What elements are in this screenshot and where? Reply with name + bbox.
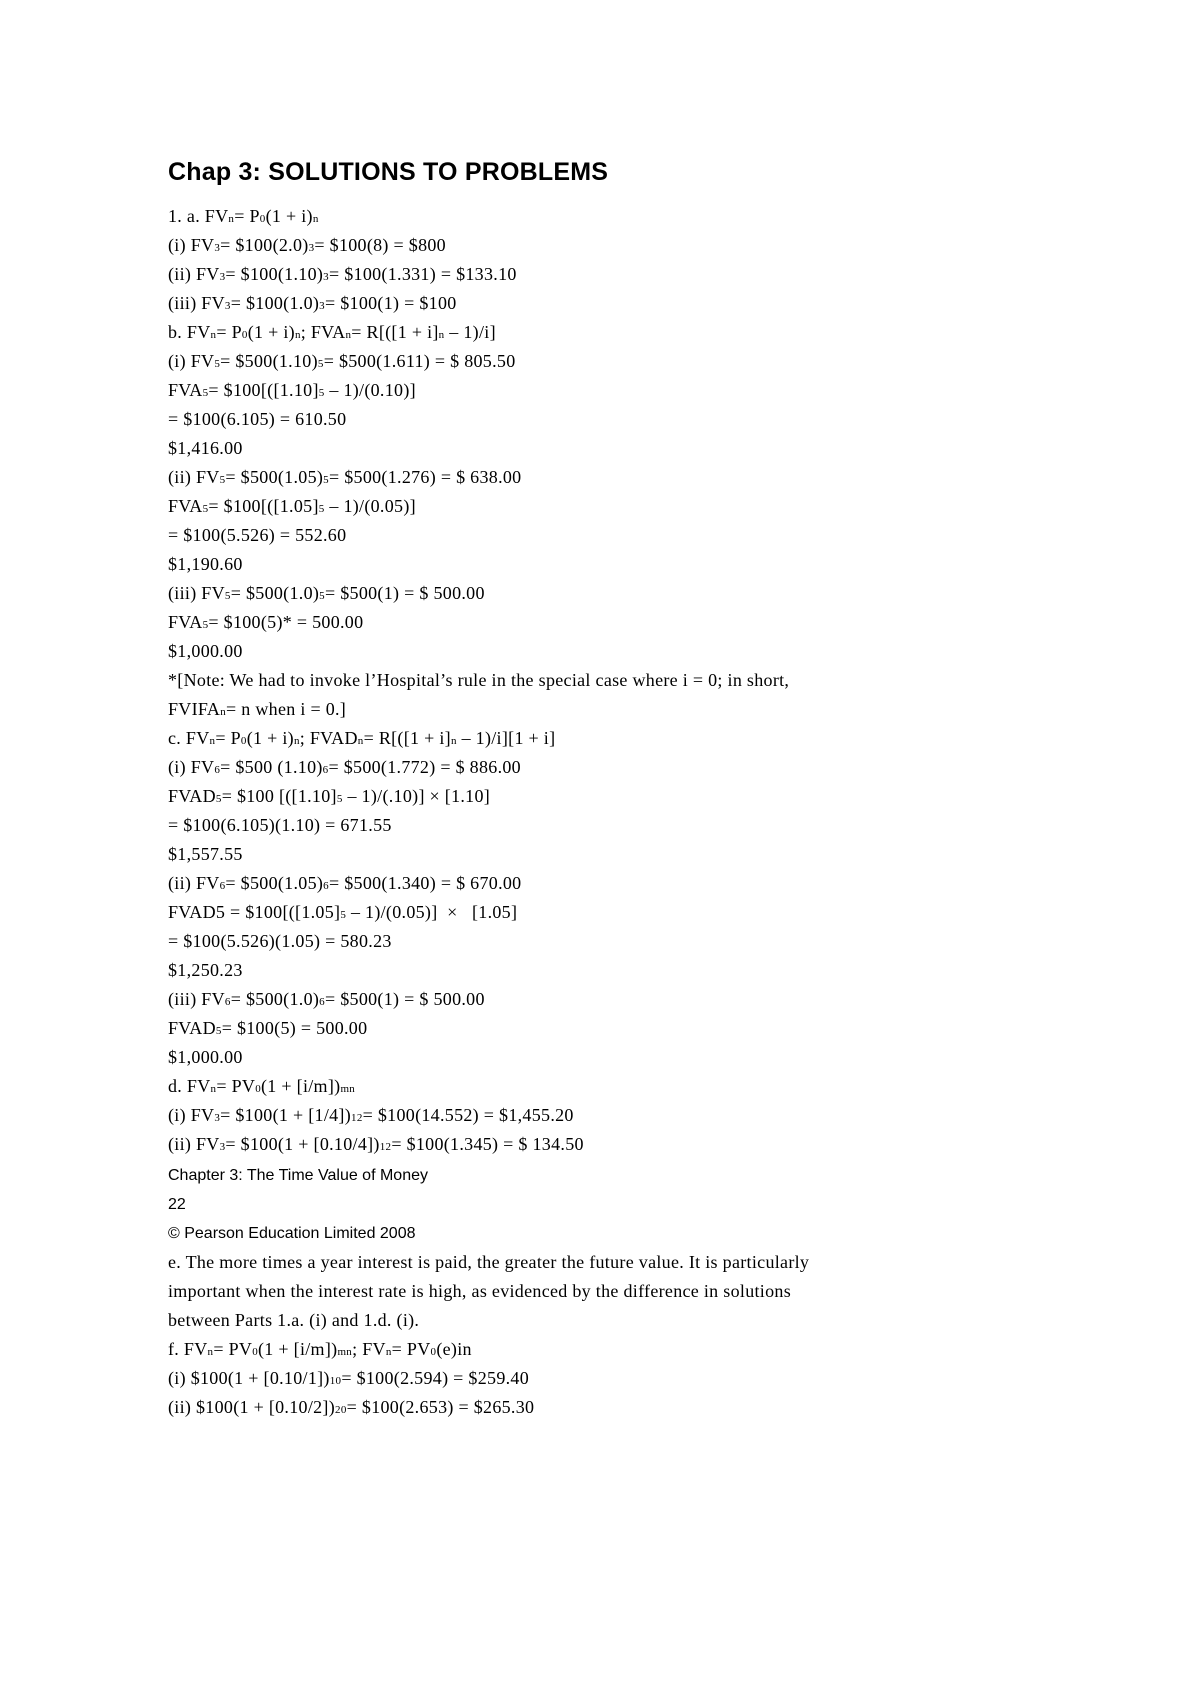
text-segment: = $100(8) = $800: [314, 235, 446, 255]
text-segment: = $500(1.10): [220, 351, 318, 371]
text-segment: = $100(5) = 500.00: [221, 1018, 368, 1038]
text-segment: (1 + [i/m]): [261, 1076, 341, 1096]
subscript: 10: [329, 1375, 342, 1387]
text-segment: (1 + [i/m]): [258, 1339, 338, 1359]
page-title: Chap 3: SOLUTIONS TO PROBLEMS: [168, 158, 609, 186]
equation-line: [168, 898, 789, 927]
subscript: 3: [323, 271, 329, 283]
subscript: 5: [340, 909, 347, 921]
equation-line: [168, 1130, 789, 1159]
text-segment: = PV: [213, 1339, 253, 1359]
subscript: 3: [214, 1112, 221, 1124]
equation-line: [168, 579, 789, 608]
text-segment: = $500(1.05): [225, 467, 324, 487]
text-segment: (ii) $100(1 + [0.10/2]): [168, 1397, 336, 1417]
text-segment: = $100(14.552) = $1,455.20: [362, 1105, 574, 1125]
equation-line: [168, 1043, 789, 1072]
equation-line: [168, 1364, 809, 1393]
subscript: 5: [317, 358, 324, 370]
text-segment: $1,416.00: [168, 438, 243, 458]
page-footer: [168, 1161, 428, 1248]
text-segment: f. FV: [168, 1339, 208, 1359]
text-segment: – 1)/(.10)] × [1.10]: [342, 786, 491, 806]
text-segment: = n when i = 0.]: [226, 699, 347, 719]
text-segment: FVA: [168, 612, 203, 632]
subscript: 5: [202, 619, 209, 631]
text-segment: 1. a. FV: [168, 206, 229, 226]
equation-line: [168, 550, 789, 579]
text-segment: = $500(1.340) = $ 670.00: [328, 873, 522, 893]
subscript: n: [385, 1346, 392, 1358]
equation-line: [168, 434, 789, 463]
text-segment: = $100(5.526)(1.05) = 580.23: [168, 931, 392, 951]
text-segment: = R[([1 + i]: [351, 322, 439, 342]
text-segment: = R[([1 + i]: [363, 728, 451, 748]
equation-line: [168, 521, 789, 550]
text-segment: – 1)/i][1 + i]: [456, 728, 556, 748]
text-segment: = $100(2.0): [220, 235, 309, 255]
subscript: 3: [219, 1141, 226, 1153]
equation-line: [168, 927, 789, 956]
equation-line: [168, 695, 789, 724]
subscript: 5: [323, 474, 329, 486]
equation-line: [168, 608, 789, 637]
text-segment: FVAD: [168, 1018, 216, 1038]
subscript: 6: [219, 880, 226, 892]
equation-line: [168, 1072, 789, 1101]
text-segment: = $500(1.05): [225, 873, 324, 893]
text-segment: FVIFA: [168, 699, 221, 719]
subscript: mn: [337, 1346, 353, 1358]
subscript: 5: [202, 387, 209, 399]
subscript: 0: [259, 213, 266, 225]
equation-line: [168, 1306, 809, 1335]
subscript: 3: [308, 242, 315, 254]
equation-line: [168, 1014, 789, 1043]
text-segment: $1,000.00: [168, 641, 243, 661]
text-segment: – 1)/i]: [444, 322, 496, 342]
text-segment: (1 + i): [265, 206, 313, 226]
text-segment: = $500(1.0): [230, 989, 320, 1009]
footer-chapter: Chapter 3: The Time Value of Money: [168, 1167, 428, 1184]
subscript: 5: [318, 387, 325, 399]
text-segment: = $100[([1.05]: [208, 496, 319, 516]
equation-line: [168, 811, 789, 840]
subscript: n: [228, 213, 235, 225]
subscript: 0: [241, 329, 248, 341]
text-segment: = $100(1 + [0.10/4]): [225, 1134, 380, 1154]
subscript: n: [210, 1083, 217, 1095]
text-segment: FVAD: [168, 786, 216, 806]
subscript: 5: [318, 503, 325, 515]
text-segment: = $100(1.0): [230, 293, 320, 313]
subscript: 3: [319, 300, 325, 312]
equation-line: [168, 202, 789, 231]
text-segment: ; FV: [352, 1339, 386, 1359]
text-segment: (iii) FV: [168, 293, 225, 313]
text-segment: $1,000.00: [168, 1047, 243, 1067]
equation-line: [168, 782, 789, 811]
text-segment: = P: [216, 322, 242, 342]
text-segment: (e)in: [436, 1339, 472, 1359]
equation-line: [168, 753, 789, 782]
solutions-part-2: [168, 1248, 809, 1422]
text-segment: = P: [215, 728, 241, 748]
text-segment: – 1)/(0.10)]: [324, 380, 416, 400]
equation-line: [168, 1277, 809, 1306]
text-segment: e. The more times a year interest is paid, the greater the future value. It is particularly: [168, 1252, 810, 1272]
equation-line: [168, 289, 789, 318]
text-segment: = $500(1) = $ 500.00: [324, 583, 485, 603]
text-segment: (iii) FV: [168, 583, 225, 603]
text-segment: = $500 (1.10): [220, 757, 323, 777]
subscript: 6: [224, 996, 231, 1008]
equation-line: [168, 840, 789, 869]
subscript: 5: [319, 590, 325, 602]
text-segment: = $500(1.0): [230, 583, 320, 603]
equation-line: [168, 318, 789, 347]
text-segment: = $100(5.526) = 552.60: [168, 525, 347, 545]
text-segment: (i) FV: [168, 757, 215, 777]
subscript: 0: [430, 1346, 437, 1358]
subscript: n: [210, 329, 217, 341]
text-segment: c. FV: [168, 728, 210, 748]
subscript: n: [450, 735, 457, 747]
subscript: 5: [215, 793, 222, 805]
text-segment: = $100(5)* = 500.00: [208, 612, 364, 632]
text-segment: FVA: [168, 496, 203, 516]
equation-line: [168, 869, 789, 898]
subscript: mn: [340, 1083, 356, 1095]
subscript: n: [293, 735, 300, 747]
equation-line: [168, 260, 789, 289]
text-segment: (i) $100(1 + [0.10/1]): [168, 1368, 330, 1388]
subscript: 5: [202, 503, 209, 515]
text-segment: = $100[([1.10]: [208, 380, 319, 400]
footer-copyright: © Pearson Education Limited 2008: [168, 1225, 416, 1242]
text-segment: = P: [234, 206, 260, 226]
subscript: n: [209, 735, 216, 747]
equation-line: [168, 463, 789, 492]
text-segment: (iii) FV: [168, 989, 225, 1009]
subscript: 12: [379, 1141, 392, 1153]
text-segment: *[Note: We had to invoke l’Hospital’s rule in the special case where i = 0; in short,: [168, 670, 790, 690]
equation-line: [168, 724, 789, 753]
subscript: 0: [255, 1083, 262, 1095]
subscript: 6: [319, 996, 325, 1008]
text-segment: d. FV: [168, 1076, 211, 1096]
text-segment: $1,190.60: [168, 554, 243, 574]
subscript: 3: [214, 242, 221, 254]
text-segment: = $100(1) = $100: [324, 293, 457, 313]
text-segment: (1 + i): [247, 322, 295, 342]
text-segment: = $100(1 + [1/4]): [220, 1105, 352, 1125]
equation-line: [168, 376, 789, 405]
text-segment: = PV: [391, 1339, 431, 1359]
text-segment: = $100(2.653) = $265.30: [346, 1397, 535, 1417]
subscript: 3: [219, 271, 226, 283]
text-segment: (i) FV: [168, 235, 215, 255]
text-segment: = $100(1.10): [225, 264, 324, 284]
text-segment: = $100(6.105)(1.10) = 671.55: [168, 815, 392, 835]
footer-page-number: 22: [168, 1196, 186, 1213]
text-segment: = $100(6.105) = 610.50: [168, 409, 347, 429]
subscript: 20: [335, 1404, 347, 1416]
subscript: 6: [323, 880, 329, 892]
subscript: n: [345, 329, 352, 341]
equation-line: [168, 1335, 809, 1364]
text-segment: $1,557.55: [168, 844, 243, 864]
equation-line: [168, 492, 789, 521]
text-segment: (i) FV: [168, 351, 215, 371]
text-segment: – 1)/(0.05)] × [1.05]: [346, 902, 518, 922]
subscript: n: [438, 329, 445, 341]
subscript: 5: [224, 590, 231, 602]
text-segment: = $100(1.331) = $133.10: [328, 264, 517, 284]
equation-line: [168, 347, 789, 376]
text-segment: $1,250.23: [168, 960, 243, 980]
subscript: 5: [219, 474, 226, 486]
text-segment: (ii) FV: [168, 467, 220, 487]
equation-line: [168, 666, 789, 695]
text-segment: (ii) FV: [168, 873, 220, 893]
subscript: n: [207, 1346, 214, 1358]
subscript: 0: [252, 1346, 259, 1358]
text-segment: = $100(2.594) = $259.40: [341, 1368, 530, 1388]
text-segment: = $100(1.345) = $ 134.50: [391, 1134, 584, 1154]
subscript: n: [357, 735, 364, 747]
text-segment: FVA: [168, 380, 203, 400]
text-segment: FVAD5 = $100[([1.05]: [168, 902, 341, 922]
text-segment: (i) FV: [168, 1105, 215, 1125]
text-segment: (ii) FV: [168, 1134, 220, 1154]
subscript: 6: [322, 764, 329, 776]
subscript: 5: [336, 793, 343, 805]
text-segment: ; FVAD: [299, 728, 358, 748]
subscript: 3: [224, 300, 231, 312]
text-segment: = $500(1) = $ 500.00: [324, 989, 485, 1009]
text-segment: – 1)/(0.05)]: [324, 496, 416, 516]
subscript: n: [220, 706, 226, 718]
equation-line: [168, 956, 789, 985]
text-segment: = $500(1.611) = $ 805.50: [323, 351, 516, 371]
text-segment: important when the interest rate is high, as evidenced by the difference in solutions: [168, 1281, 791, 1301]
subscript: 0: [240, 735, 247, 747]
text-segment: (ii) FV: [168, 264, 220, 284]
text-segment: = $100 [([1.10]: [221, 786, 337, 806]
subscript: 12: [351, 1112, 363, 1124]
subscript: n: [312, 213, 319, 225]
subscript: 5: [214, 358, 221, 370]
solutions-part-1: [168, 202, 789, 1159]
text-segment: (1 + i): [246, 728, 294, 748]
subscript: 6: [214, 764, 221, 776]
subscript: 5: [215, 1025, 222, 1037]
equation-line: [168, 637, 789, 666]
equation-line: [168, 985, 789, 1014]
equation-line: [168, 1393, 809, 1422]
equation-line: [168, 1248, 809, 1277]
text-segment: = $500(1.772) = $ 886.00: [328, 757, 521, 777]
text-segment: b. FV: [168, 322, 211, 342]
equation-line: [168, 405, 789, 434]
text-segment: = $500(1.276) = $ 638.00: [328, 467, 522, 487]
subscript: n: [294, 329, 301, 341]
equation-line: [168, 231, 789, 260]
text-segment: ; FVA: [300, 322, 346, 342]
equation-line: [168, 1101, 789, 1130]
text-segment: = PV: [216, 1076, 256, 1096]
text-segment: between Parts 1.a. (i) and 1.d. (i).: [168, 1310, 420, 1330]
